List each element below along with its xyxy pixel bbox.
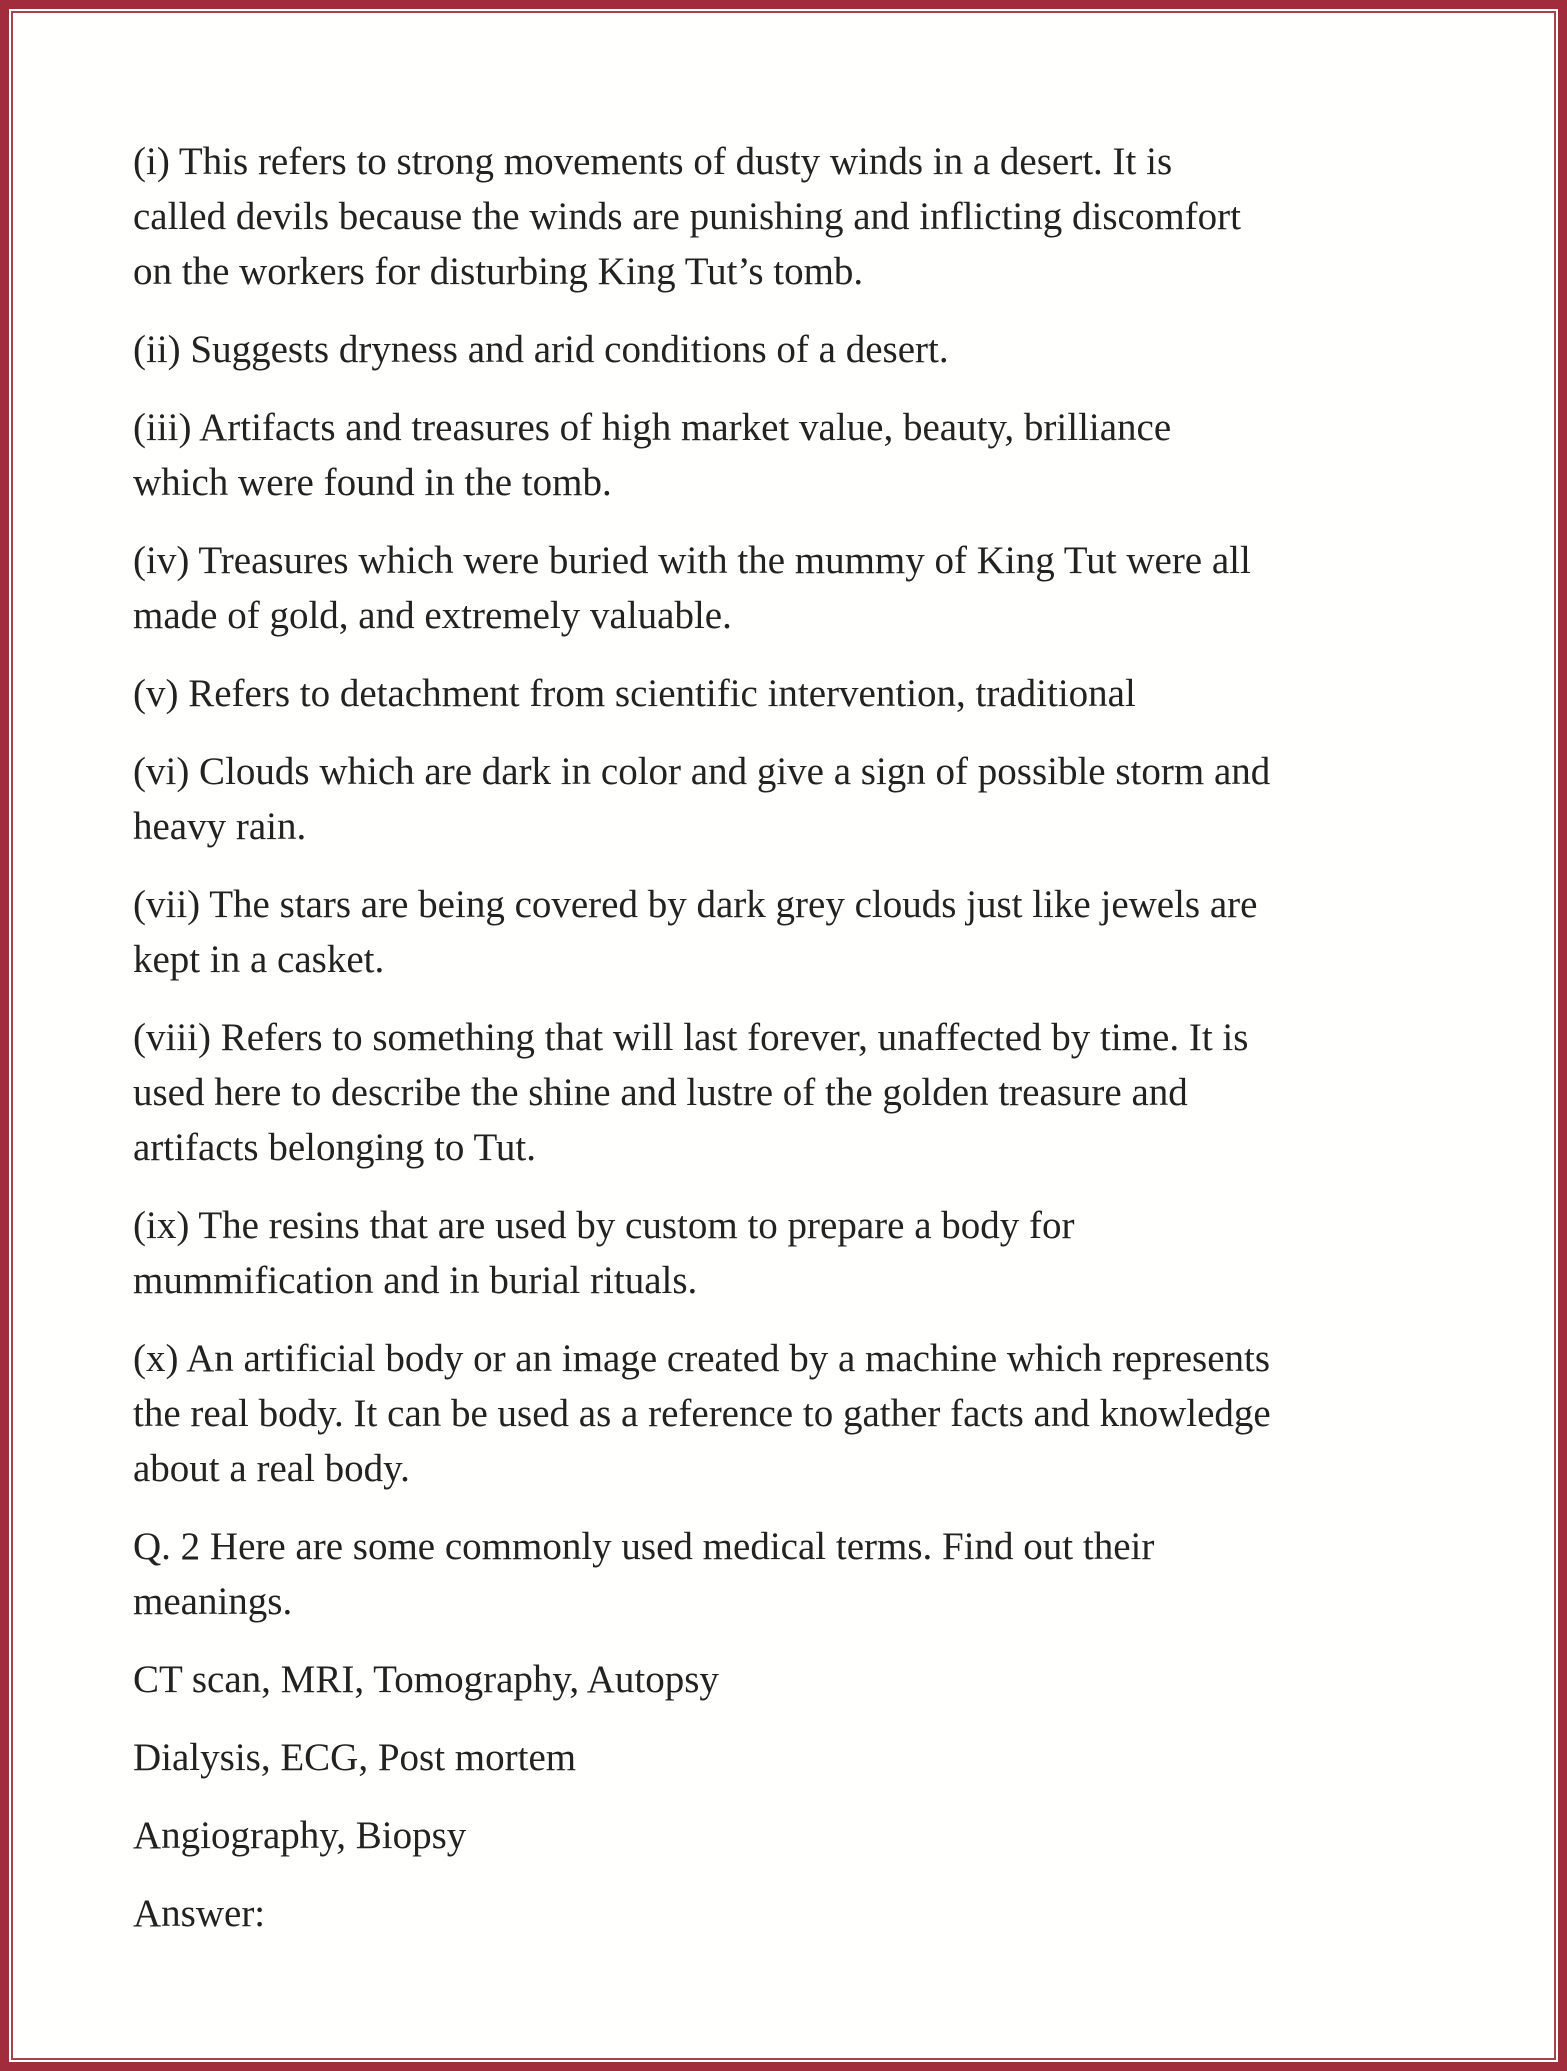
paragraph [133, 1652, 1463, 1707]
text-line: (vi) Clouds which are dark in color and give a sign of possible storm and [133, 750, 1271, 793]
paragraph [133, 1886, 1463, 1941]
text-line: Q. 2 Here are some commonly used medical terms. Find out their [133, 1525, 1155, 1568]
text-line: about a real body. [133, 1447, 410, 1490]
text-line: (i) This refers to strong movements of dusty winds in a desert. It is [133, 140, 1173, 183]
text-line: Angiography, Biopsy [133, 1814, 467, 1857]
text-line: on the workers for disturbing King Tut’s tomb. [133, 250, 864, 293]
text-line: kept in a casket. [133, 938, 385, 981]
text-line: (iv) Treasures which were buried with the mummy of King Tut were all [133, 539, 1251, 582]
paragraph [133, 1730, 1463, 1785]
text-line: called devils because the winds are punishing and inflicting discomfort [133, 195, 1241, 238]
paragraph [133, 134, 1463, 299]
text-line: (ii) Suggests dryness and arid conditions of a desert. [133, 328, 949, 371]
text-line: mummification and in burial rituals. [133, 1259, 698, 1302]
text-line: (iii) Artifacts and treasures of high market value, beauty, brilliance [133, 406, 1172, 449]
text-line: meanings. [133, 1580, 293, 1623]
text-line: made of gold, and extremely valuable. [133, 594, 732, 637]
text-line: used here to describe the shine and lustre of the golden treasure and [133, 1071, 1188, 1114]
text-line: heavy rain. [133, 805, 307, 848]
text-line: Answer: [133, 1892, 266, 1935]
paragraph [133, 877, 1463, 987]
paragraph [133, 322, 1463, 377]
text-line: (viii) Refers to something that will last forever, unaffected by time. It is [133, 1016, 1249, 1059]
text-line: (vii) The stars are being covered by dark grey clouds just like jewels are [133, 883, 1258, 926]
paragraph [133, 744, 1463, 854]
text-line: the real body. It can be used as a reference to gather facts and knowledge [133, 1392, 1271, 1435]
text-line: (x) An artificial body or an image created by a machine which represents [133, 1337, 1271, 1380]
paragraph [133, 400, 1463, 510]
text-line: artifacts belonging to Tut. [133, 1126, 536, 1169]
paragraph [133, 1519, 1463, 1629]
paragraph [133, 533, 1463, 643]
text-line: which were found in the tomb. [133, 461, 612, 504]
paragraph [133, 1010, 1463, 1175]
text-line: (v) Refers to detachment from scientific intervention, traditional [133, 672, 1136, 715]
text-line: (ix) The resins that are used by custom to prepare a body for [133, 1204, 1075, 1247]
paragraph [133, 1198, 1463, 1308]
text-line: Dialysis, ECG, Post mortem [133, 1736, 577, 1779]
text-line: CT scan, MRI, Tomography, Autopsy [133, 1658, 719, 1701]
paragraph [133, 1331, 1463, 1496]
paragraph [133, 1808, 1463, 1863]
document-body [133, 134, 1463, 1964]
paragraph [133, 666, 1463, 721]
